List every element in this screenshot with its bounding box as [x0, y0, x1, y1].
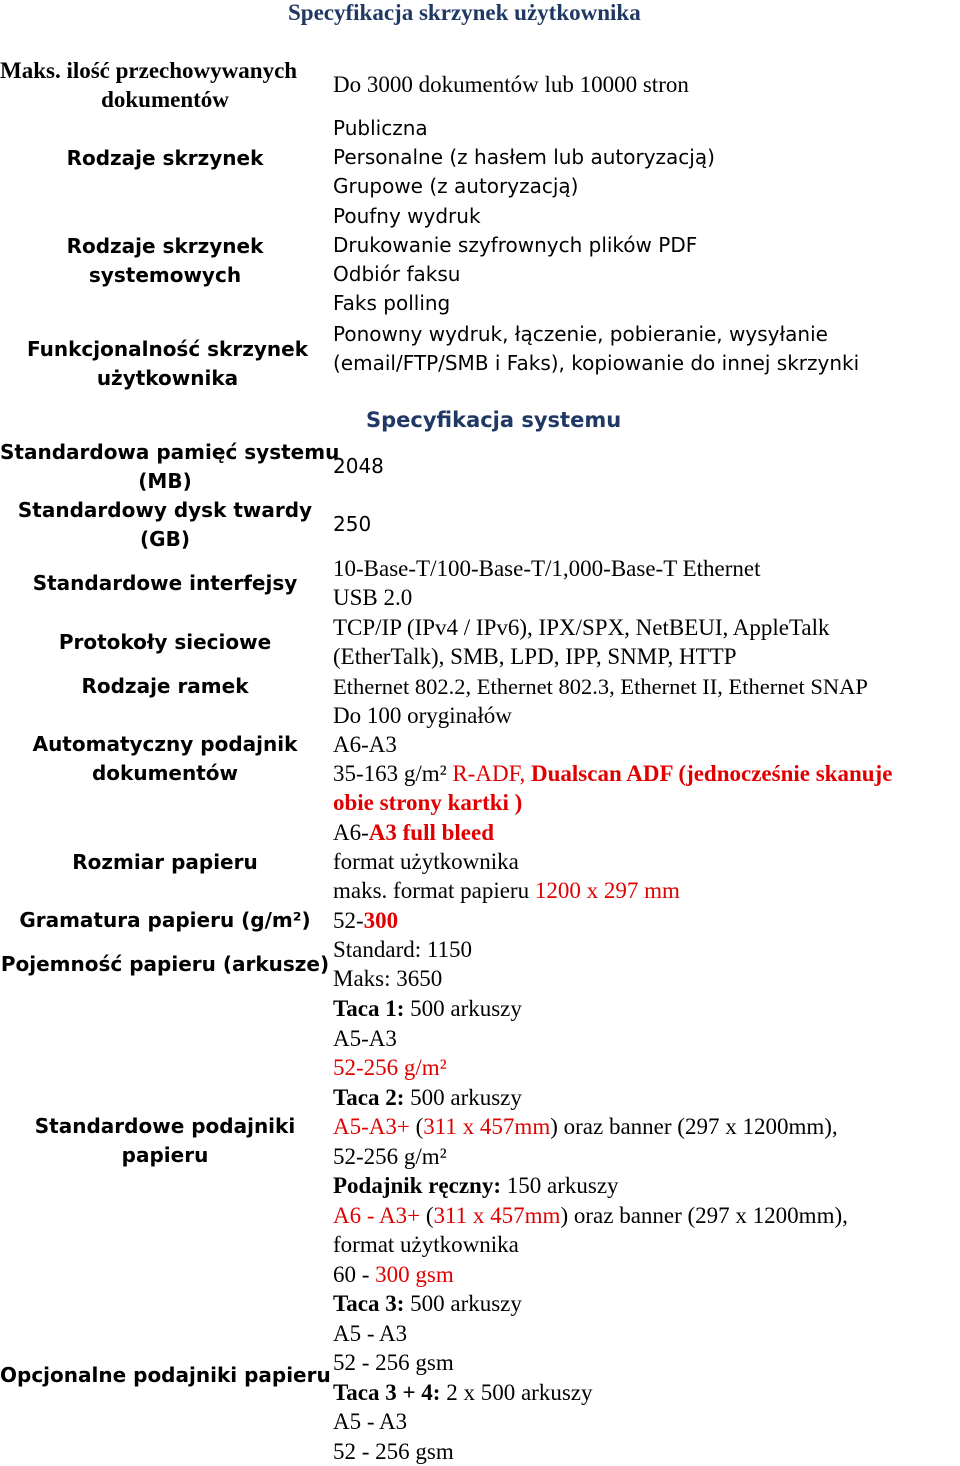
- std-trays-values: [333, 994, 848, 1289]
- functionality-values: [333, 320, 859, 378]
- box-types-values: [333, 114, 715, 201]
- opt-trays-values: [333, 1289, 592, 1466]
- list-item: (EtherTalk), SMB, LPD, IPP, SNMP, HTTP: [333, 644, 737, 669]
- list-item: 52-256 g/m²: [333, 1143, 447, 1169]
- section-title-user-boxes: Specyfikacja skrzynek użytkownika: [288, 0, 641, 25]
- list-item: A5 - A3: [333, 1409, 408, 1434]
- list-item: 52 - 256 gsm: [333, 1350, 454, 1375]
- list-item: Taca 3: 500 arkuszy: [333, 1291, 522, 1316]
- opt-trays-label: Opcjonalne podajniki papieru: [0, 1363, 331, 1387]
- list-item: Odbiór faksu: [333, 262, 461, 286]
- hdd-value: 250: [333, 512, 372, 536]
- list-item: format użytkownika: [333, 849, 519, 874]
- list-item: A6 - A3+ (311 x 457mm) oraz banner (297 x 1200mm),: [333, 1202, 848, 1228]
- list-item: Taca 1: 500 arkuszy: [333, 996, 522, 1021]
- list-item: Publiczna: [333, 116, 428, 140]
- paper-capacity-values: [333, 935, 472, 993]
- list-item: 60 - 300 gsm: [333, 1261, 454, 1287]
- protocols-values: [333, 613, 830, 671]
- std-trays-label: Standardowe podajniki papieru: [34, 1114, 296, 1167]
- functionality-label: Funkcjonalność skrzynek użytkownika: [26, 337, 309, 390]
- interfaces-label: Standardowe interfejsy: [32, 571, 298, 595]
- list-item: obie strony kartki ): [333, 790, 523, 815]
- list-item: A5-A3+ (311 x 457mm) oraz banner (297 x 1200mm),: [333, 1114, 838, 1139]
- list-item: Poufny wydruk: [333, 204, 481, 228]
- list-item: A6-A3: [333, 732, 397, 757]
- max-docs-value: Do 3000 dokumentów lub 10000 stron: [333, 72, 689, 97]
- section-title-system: Specyfikacja systemu: [366, 408, 622, 432]
- list-item: maks. format papieru 1200 x 297 mm: [333, 878, 680, 903]
- list-item: Podajnik ręczny: 150 arkuszy: [333, 1173, 619, 1198]
- adf-values: [333, 701, 892, 817]
- list-item: 10-Base-T/100-Base-T/1,000-Base-T Ethernet: [333, 556, 761, 581]
- list-item: Maks: 3650: [333, 966, 443, 991]
- paper-size-label: Rozmiar papieru: [72, 850, 258, 874]
- list-item: Faks polling: [333, 291, 451, 315]
- list-item: A6-A3 full bleed: [333, 820, 495, 845]
- list-item: Personalne (z hasłem lub autoryzacją): [333, 145, 715, 169]
- list-item: TCP/IP (IPv4 / IPv6), IPX/SPX, NetBEUI, AppleTalk: [333, 615, 830, 640]
- box-types-label: Rodzaje skrzynek: [66, 146, 264, 170]
- list-item: 35-163 g/m² R-ADF, Dualscan ADF (jednocześnie skanuje: [333, 761, 893, 786]
- list-item: 52-256 g/m²: [333, 1055, 447, 1080]
- memory-value: 2048: [333, 454, 384, 478]
- list-item: (email/FTP/SMB i Faks), kopiowanie do innej skrzynki: [333, 351, 860, 375]
- list-item: Taca 2: 500 arkuszy: [333, 1084, 522, 1110]
- list-item: Ponowny wydruk, łączenie, pobieranie, wysyłanie: [333, 322, 828, 346]
- frame-types-value: Ethernet 802.2, Ethernet 802.3, Ethernet II, Ethernet SNAP: [333, 674, 868, 699]
- paper-size-values: [333, 818, 680, 905]
- paper-weight-label: Gramatura papieru (g/m²): [19, 908, 311, 932]
- list-item: A5-A3: [333, 1025, 397, 1051]
- system-box-types-label: Rodzaje skrzynek systemowych: [66, 234, 264, 287]
- list-item: Taca 3 + 4: 2 x 500 arkuszy: [333, 1379, 593, 1405]
- paper-capacity-label: Pojemność papieru (arkusze): [0, 952, 330, 976]
- max-docs-label: Maks. ilość przechowywanych dokumentów: [0, 58, 298, 112]
- list-item: Do 100 oryginałów: [333, 703, 512, 728]
- paper-weight-value: 52-300: [333, 908, 399, 933]
- list-item: Standard: 1150: [333, 937, 473, 962]
- list-item: A5 - A3: [333, 1320, 408, 1346]
- list-item: 52 - 256 gsm: [333, 1438, 454, 1464]
- frame-types-label: Rodzaje ramek: [81, 674, 249, 698]
- memory-label: Standardowa pamięć systemu (MB): [0, 440, 340, 493]
- list-item: USB 2.0: [333, 585, 413, 610]
- list-item: format użytkownika: [333, 1232, 519, 1257]
- list-item: Drukowanie szyfrownych plików PDF: [333, 233, 698, 257]
- system-box-types-values: [333, 202, 697, 318]
- list-item: Grupowe (z autoryzacją): [333, 174, 579, 198]
- interfaces-values: [333, 554, 761, 612]
- adf-label: Automatyczny podajnik dokumentów: [32, 732, 298, 785]
- protocols-label: Protokoły sieciowe: [58, 630, 272, 654]
- hdd-label: Standardowy dysk twardy (GB): [17, 498, 313, 551]
